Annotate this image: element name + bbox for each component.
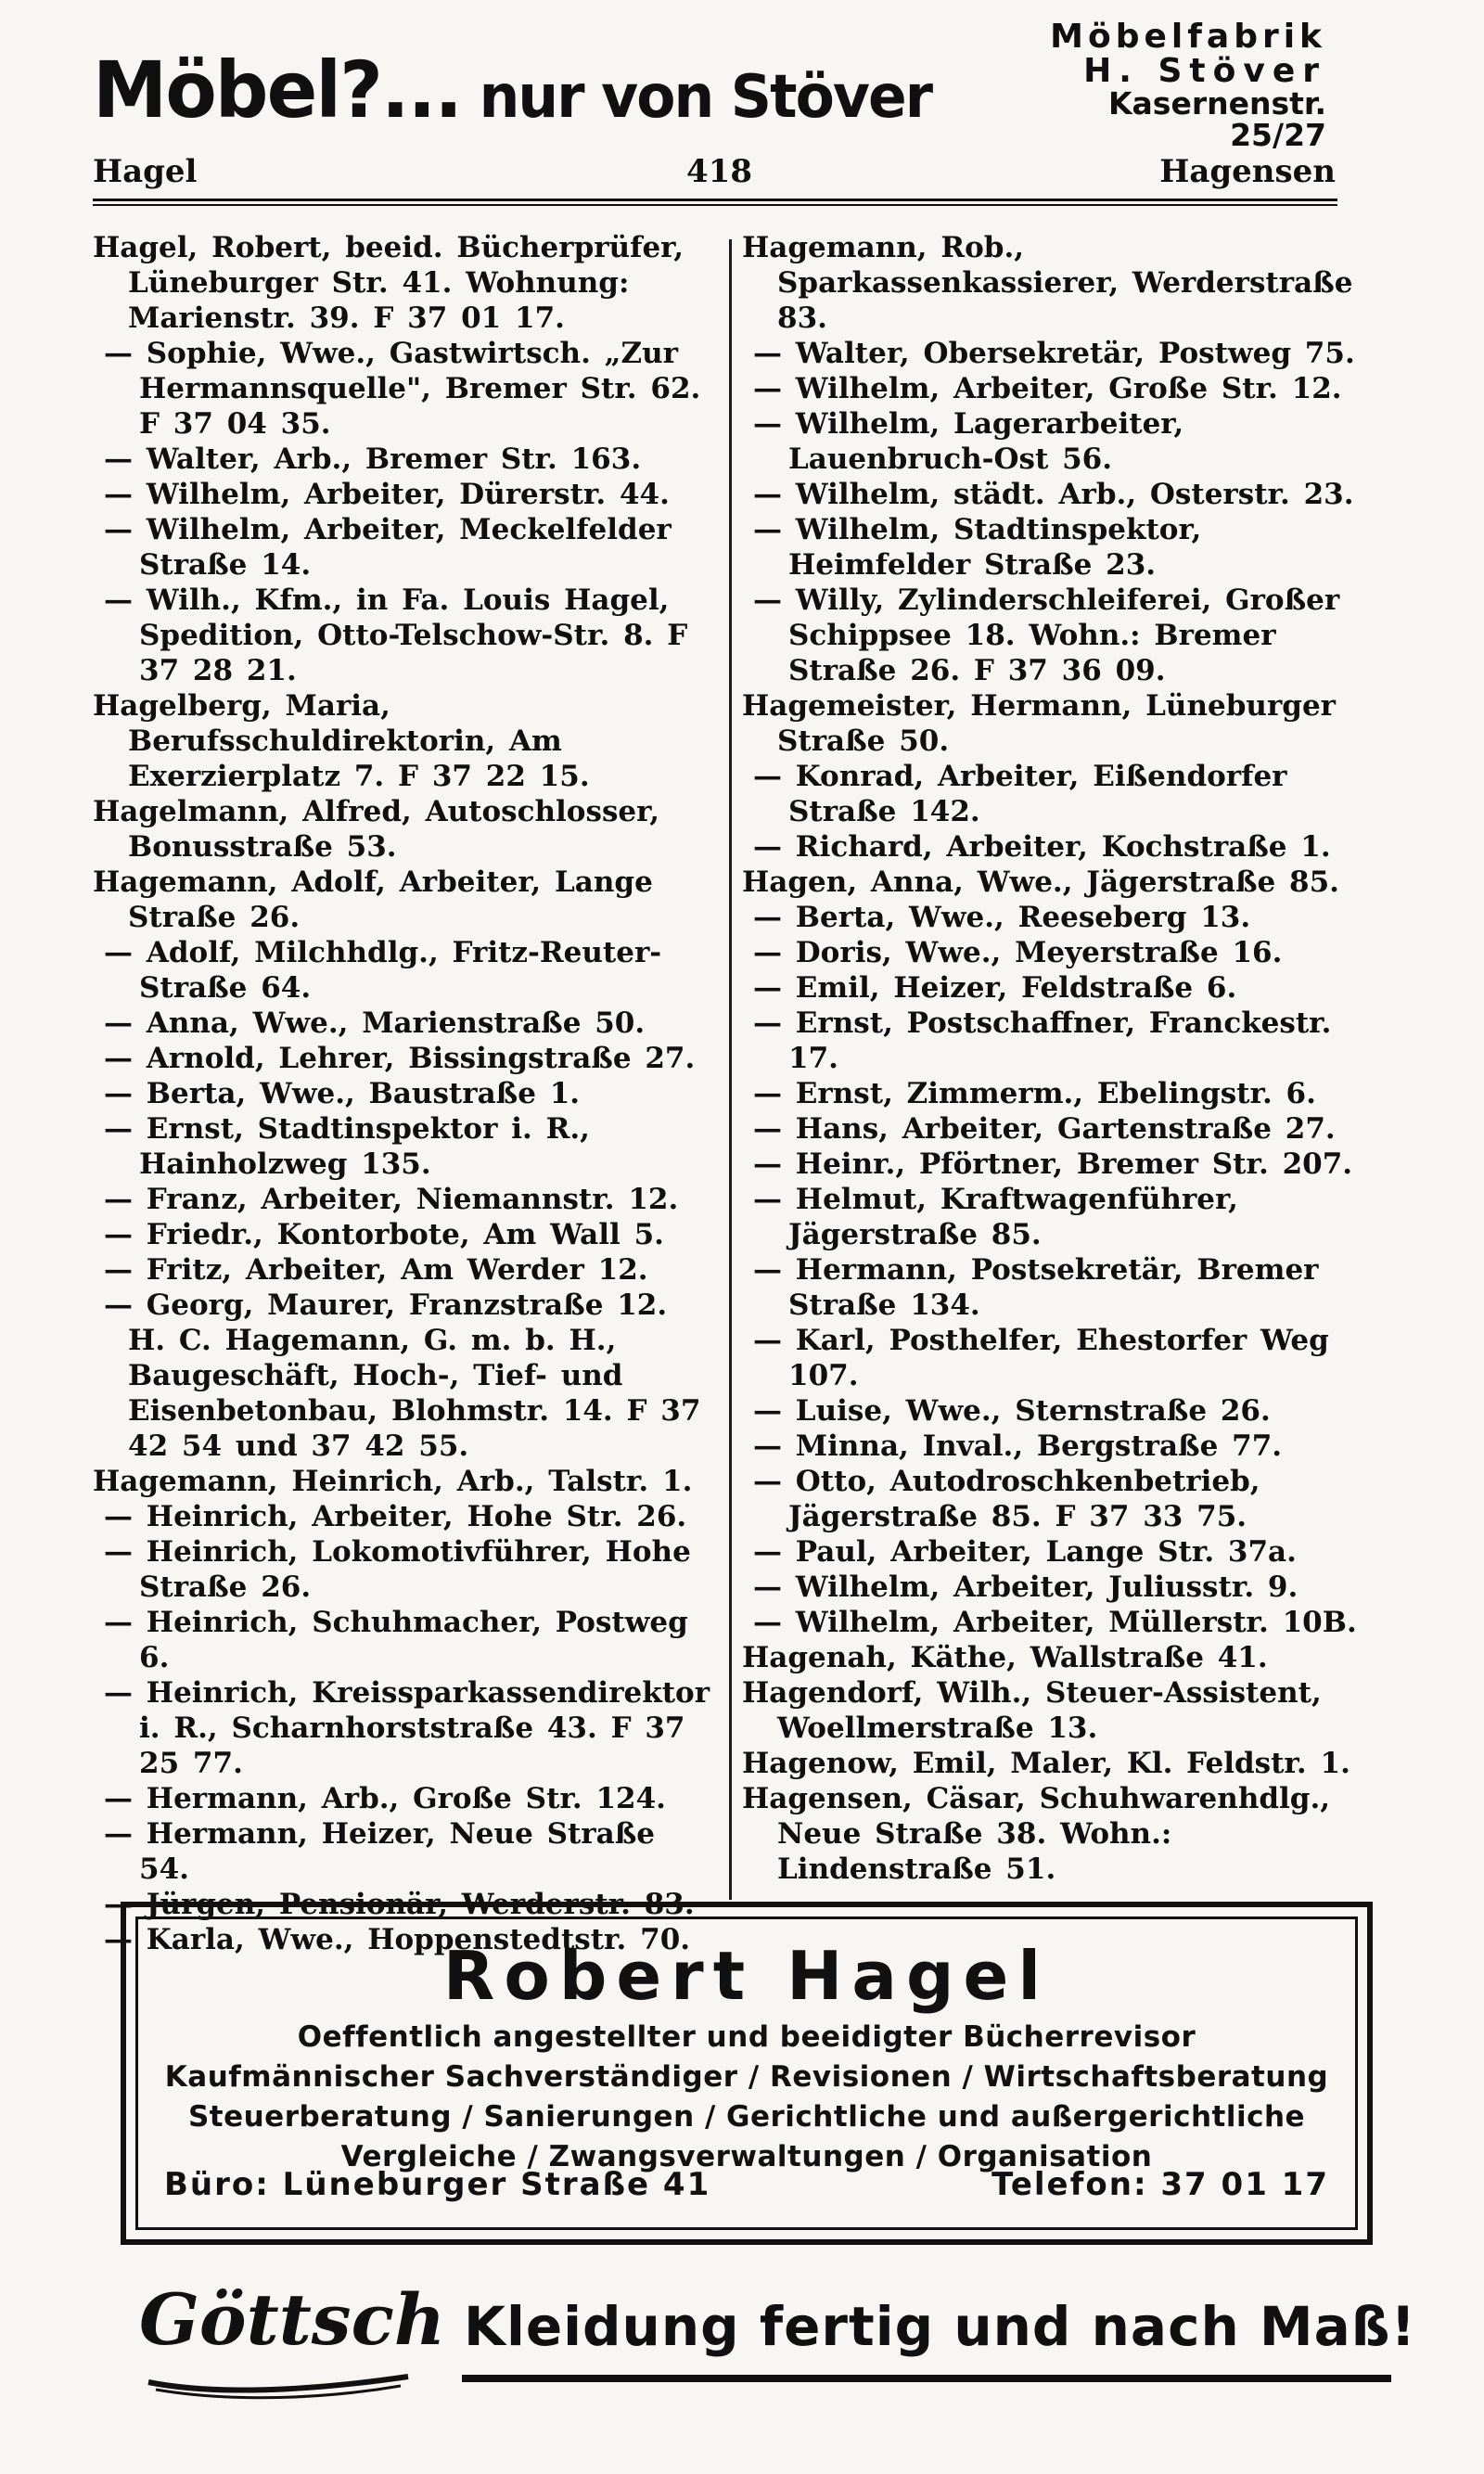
directory-sub-entry: — Hans, Arbeiter, Gartenstraße 27.	[742, 1111, 1369, 1147]
directory-entry: Hagemeister, Hermann, Lüneburger Straße 50.	[742, 689, 1337, 758]
directory-sub-entry: — Fritz, Arbeiter, Am Werder 12.	[93, 1252, 716, 1288]
directory-sub-entry: — Wilhelm, Arbeiter, Dürerstr. 44.	[93, 477, 716, 512]
directory-sub-entry: — Willy, Zylinderschleiferei, Großer Schippsee 18. Wohn.: Bremer Straße 26. F 37 36 09.	[742, 583, 1369, 688]
directory-sub-entry: — Wilhelm, städt. Arb., Osterstr. 23.	[742, 477, 1369, 512]
clothing-brand-logo	[130, 2273, 446, 2403]
directory-entry: Hagen, Anna, Wwe., Jägerstraße 85.	[742, 865, 1339, 899]
directory-sub-entry: — Karl, Posthelfer, Ehestorfer Weg 107.	[742, 1323, 1369, 1393]
directory-sub-entry: — Walter, Arb., Bremer Str. 163.	[93, 442, 716, 477]
directory-sub-entry: — Heinrich, Arbeiter, Hohe Str. 26.	[93, 1499, 716, 1534]
directory-sub-entry: — Heinr., Pförtner, Bremer Str. 207.	[742, 1147, 1369, 1182]
directory-sub-entry: — Minna, Inval., Bergstraße 77.	[742, 1429, 1369, 1464]
directory-sub-entry: — Walter, Obersekretär, Postweg 75.	[742, 336, 1369, 371]
directory-sub-entry: — Wilh., Kfm., in Fa. Louis Hagel, Spedition, Otto-Telschow-Str. 8. F 37 28 21.	[93, 583, 716, 688]
office-phone: Telefon: 37 01 17	[991, 2166, 1329, 2203]
directory-entry: Hagendorf, Wilh., Steuer-Assistent, Woellmerstraße 13.	[742, 1676, 1322, 1745]
slogan-underline	[462, 2375, 1391, 2382]
directory-sub-entry: — Hermann, Postsekretär, Bremer Straße 134.	[742, 1252, 1369, 1323]
directory-sub-entry: — Otto, Autodroschkenbetrieb, Jägerstraße 85. F 37 33 75.	[742, 1464, 1369, 1534]
directory-sub-entry: — Wilhelm, Arbeiter, Juliusstr. 9.	[742, 1570, 1369, 1605]
directory-sub-entry: — Hermann, Arb., Große Str. 124.	[93, 1781, 716, 1816]
company-address: Kasernenstr. 25/27	[1107, 85, 1326, 154]
accountant-name: Robert Hagel	[442, 1937, 1051, 2015]
directory-sub-entry: — Franz, Arbeiter, Niemannstr. 12.	[93, 1182, 716, 1217]
directory-sub-entry: — Arnold, Lehrer, Bissingstraße 27.	[93, 1041, 716, 1076]
furniture-ad-punctuation: ?...	[339, 45, 462, 135]
accountant-advertisement	[121, 1902, 1373, 2245]
clothing-brand-name: Göttsch	[139, 2278, 446, 2361]
accountant-contact	[164, 2166, 1329, 2207]
firm-entry: H. C. Hagemann, G. m. b. H., Baugeschäft, Hoch-, Tief- und Eisenbetonbau, Blohmstr. 14. F 37 42 54 und 37 42 55.	[128, 1324, 701, 1463]
directory-sub-entry: — Heinrich, Kreissparkassendirektor i. R., Scharnhorststraße 43. F 37 25 77.	[93, 1675, 716, 1781]
directory-sub-entry: — Luise, Wwe., Sternstraße 26.	[742, 1393, 1369, 1429]
page-number: 418	[686, 153, 752, 190]
right-column	[742, 230, 1369, 1887]
directory-entry: Hagemann, Adolf, Arbeiter, Lange Straße 26.	[93, 865, 653, 934]
directory-sub-entry: — Jürgen, Pensionär, Werderstr. 83.	[93, 1887, 716, 1922]
directory-sub-entry: — Heinrich, Schuhmacher, Postweg 6.	[93, 1605, 716, 1675]
company-name: H. Stöver	[1083, 51, 1326, 90]
furniture-advertisement	[93, 18, 1326, 154]
directory-sub-entry: — Georg, Maurer, Franzstraße 12.	[93, 1288, 716, 1323]
directory-entry: Hagensen, Cäsar, Schuhwarenhdlg., Neue Straße 38. Wohn.: Lindenstraße 51.	[742, 1782, 1331, 1886]
directory-sub-entry: — Sophie, Wwe., Gastwirtsch. „Zur Hermannsquelle", Bremer Str. 62. F 37 04 35.	[93, 336, 716, 442]
directory-sub-entry: — Richard, Arbeiter, Kochstraße 1.	[742, 829, 1369, 865]
furniture-ad-headline	[93, 45, 931, 135]
accountant-services-3: Vergleiche / Zwangsverwaltungen / Organisation	[340, 2140, 1153, 2173]
directory-entry: Hagelmann, Alfred, Autoschlosser, Bonusstraße 53.	[93, 795, 659, 864]
left-column	[93, 230, 716, 1957]
header-rule-thin	[93, 204, 1337, 206]
directory-sub-entry: — Emil, Heizer, Feldstraße 6.	[742, 970, 1369, 1006]
accountant-ad-frame	[135, 1916, 1358, 2230]
running-head	[93, 153, 1336, 199]
directory-sub-entry: — Wilhelm, Arbeiter, Große Str. 12.	[742, 371, 1369, 406]
directory-sub-entry: — Wilhelm, Lagerarbeiter, Lauenbruch-Ost 56.	[742, 406, 1369, 477]
directory-sub-entry: — Helmut, Kraftwagenführer, Jägerstraße 85.	[742, 1182, 1369, 1252]
directory-sub-entry: — Karla, Wwe., Hoppenstedtstr. 70.	[93, 1922, 716, 1957]
company-type: Möbelfabrik	[1050, 18, 1326, 56]
clothing-slogan: Kleidung fertig und nach Maß!	[464, 2295, 1416, 2358]
directory-entry: Hagemann, Heinrich, Arb., Talstr. 1.	[93, 1465, 693, 1498]
directory-sub-entry: — Heinrich, Lokomotivführer, Hohe Straße 26.	[93, 1534, 716, 1605]
directory-sub-entry: — Anna, Wwe., Marienstraße 50.	[93, 1006, 716, 1041]
directory-entry: Hagemann, Rob., Sparkassenkassierer, Werderstraße 83.	[742, 231, 1353, 335]
directory-sub-entry: — Doris, Wwe., Meyerstraße 16.	[742, 935, 1369, 970]
directory-sub-entry: — Ernst, Stadtinspektor i. R., Hainholzweg 135.	[93, 1111, 716, 1182]
directory-entry: Hagelberg, Maria, Berufsschuldirektorin, Am Exerzierplatz 7. F 37 22 15.	[93, 689, 590, 793]
header-rule-thick	[93, 199, 1337, 201]
furniture-company-block	[1020, 18, 1326, 154]
accountant-services-2: Steuerberatung / Sanierungen / Gerichtliche und außergerichtliche	[187, 2100, 1306, 2134]
directory-sub-entry: — Adolf, Milchhdlg., Fritz-Reuter-Straße 64.	[93, 935, 716, 1006]
directory-sub-entry: — Paul, Arbeiter, Lange Str. 37a.	[742, 1534, 1369, 1570]
directory-sub-entry: — Hermann, Heizer, Neue Straße 54.	[93, 1816, 716, 1887]
directory-entry: Hagenow, Emil, Maler, Kl. Feldstr. 1.	[742, 1747, 1350, 1780]
office-address: Büro: Lüneburger Straße 41	[164, 2166, 711, 2203]
directory-sub-entry: — Ernst, Zimmerm., Ebelingstr. 6.	[742, 1076, 1369, 1111]
furniture-ad-slogan: nur von Stöver	[461, 63, 932, 132]
directory-sub-entry: — Wilhelm, Arbeiter, Müllerstr. 10B.	[742, 1605, 1369, 1640]
accountant-services-1: Kaufmännischer Sachverständiger / Revisionen / Wirtschaftsberatung	[164, 2060, 1329, 2094]
directory-sub-entry: — Friedr., Kontorbote, Am Wall 5.	[93, 1217, 716, 1252]
furniture-ad-brand: Möbel	[93, 45, 340, 135]
directory-sub-entry: — Wilhelm, Arbeiter, Meckelfelder Straße 14.	[93, 512, 716, 583]
directory-sub-entry: — Berta, Wwe., Reeseberg 13.	[742, 900, 1369, 935]
directory-sub-entry: — Berta, Wwe., Baustraße 1.	[93, 1076, 716, 1111]
directory-sub-entry: — Wilhelm, Stadtinspektor, Heimfelder Straße 23.	[742, 512, 1369, 583]
column-divider	[729, 239, 732, 1900]
running-head-first-entry: Hagel	[93, 153, 198, 190]
directory-sub-entry: — Ernst, Postschaffner, Franckestr. 17.	[742, 1006, 1369, 1076]
running-head-last-entry: Hagensen	[1159, 153, 1336, 190]
clothing-advertisement	[130, 2273, 1416, 2412]
directory-sub-entry: — Konrad, Arbeiter, Eißendorfer Straße 142.	[742, 759, 1369, 829]
directory-entry: Hagel, Robert, beeid. Bücherprüfer, Lüneburger Str. 41. Wohnung: Marienstr. 39. F 37 01 17.	[93, 231, 684, 335]
directory-entry: Hagenah, Käthe, Wallstraße 41.	[742, 1641, 1268, 1674]
accountant-title: Oeffentlich angestellter und beeidigter Bücherrevisor	[297, 2020, 1196, 2054]
